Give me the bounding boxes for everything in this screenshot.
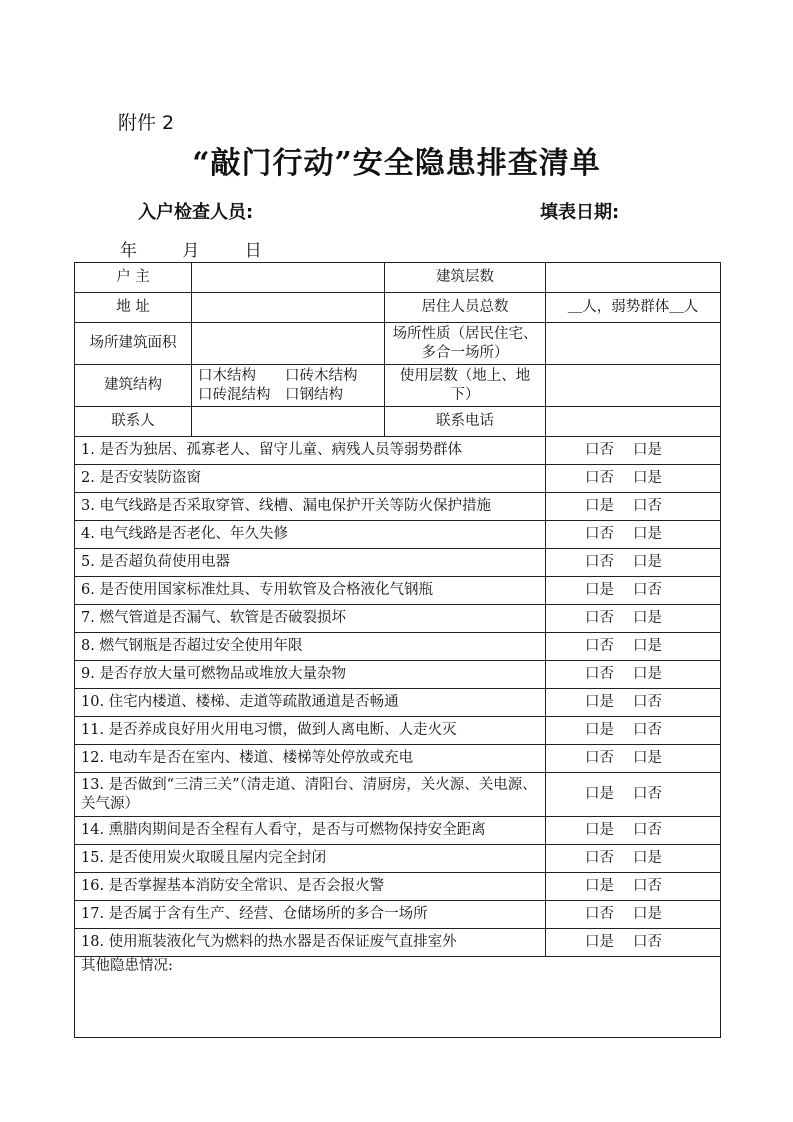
answer-checkbox-2[interactable]: 口否 [633, 582, 662, 598]
phone-field[interactable] [546, 407, 721, 437]
answer-checkbox-1[interactable]: 口是 [585, 582, 614, 598]
answer-checkbox-1[interactable]: 口否 [585, 750, 614, 766]
checklist-answer [546, 633, 721, 661]
checklist-question: 6. 是否使用国家标准灶具、专用软管及合格液化气钢瓶 [75, 577, 546, 605]
checklist-question: 3. 电气线路是否采取穿管、线槽、漏电保护开关等防火保护措施 [75, 493, 546, 521]
fill-date-label: 填表日期: [540, 202, 620, 223]
checklist-question: 4. 电气线路是否老化、年久失修 [75, 521, 546, 549]
checklist-row [75, 437, 721, 465]
answer-checkbox-1[interactable]: 口否 [585, 906, 614, 922]
floors-label: 建筑层数 [385, 263, 546, 293]
checklist-row [75, 577, 721, 605]
checklist-row [75, 549, 721, 577]
use-floors-label: 使用层数（地上、地下） [385, 365, 546, 407]
checklist-row [75, 661, 721, 689]
checklist-row [75, 605, 721, 633]
checklist-question: 13. 是否做到“三清三关”（清走道、清阳台、清厨房，关火源、关电源、关气源） [75, 773, 546, 817]
answer-checkbox-1[interactable]: 口否 [585, 470, 614, 486]
residents-label: 居住人员总数 [385, 293, 546, 323]
checklist-answer [546, 845, 721, 873]
nature-label: 场所性质（居民住宅、多合一场所） [385, 323, 546, 365]
answer-checkbox-2[interactable]: 口是 [633, 442, 662, 458]
checklist-row [75, 745, 721, 773]
other-hazards-field[interactable] [75, 957, 721, 1038]
answer-checkbox-1[interactable]: 口是 [585, 694, 614, 710]
checklist-row [75, 901, 721, 929]
floors-field[interactable] [546, 263, 721, 293]
address-field[interactable] [192, 293, 385, 323]
checklist-answer [546, 901, 721, 929]
answer-checkbox-2[interactable]: 口是 [633, 610, 662, 626]
checklist-answer [546, 817, 721, 845]
answer-checkbox-2[interactable]: 口否 [633, 786, 662, 802]
answer-checkbox-2[interactable]: 口否 [633, 878, 662, 894]
answer-checkbox-2[interactable]: 口否 [633, 694, 662, 710]
checklist-row [75, 817, 721, 845]
answer-checkbox-2[interactable]: 口是 [633, 850, 662, 866]
answer-checkbox-1[interactable]: 口是 [585, 722, 614, 738]
checklist-row [75, 465, 721, 493]
answer-checkbox-1[interactable]: 口否 [585, 526, 614, 542]
nature-field[interactable] [546, 323, 721, 365]
checklist-question: 8. 燃气钢瓶是否超过安全使用年限 [75, 633, 546, 661]
checklist-question: 7. 燃气管道是否漏气、软管是否破裂损坏 [75, 605, 546, 633]
checklist-row [75, 845, 721, 873]
checklist-answer [546, 493, 721, 521]
answer-checkbox-2[interactable]: 口是 [633, 750, 662, 766]
checklist-answer [546, 929, 721, 957]
date-words: 年 月 日 [120, 241, 282, 261]
checklist-question: 14. 熏腊肉期间是否全程有人看守，是否与可燃物保持安全距离 [75, 817, 546, 845]
structure-label: 建筑结构 [75, 365, 192, 407]
checklist-question: 17. 是否属于含有生产、经营、仓储场所的多合一场所 [75, 901, 546, 929]
address-label: 地 址 [75, 293, 192, 323]
structure-option-row-1[interactable]: 口木结构 口砖木结构 [198, 367, 358, 384]
answer-checkbox-1[interactable]: 口是 [585, 498, 614, 514]
checklist-question: 9. 是否存放大量可燃物品或堆放大量杂物 [75, 661, 546, 689]
answer-checkbox-1[interactable]: 口是 [585, 786, 614, 802]
checklist-answer [546, 873, 721, 901]
answer-checkbox-1[interactable]: 口是 [585, 934, 614, 950]
checklist-question: 18. 使用瓶装液化气为燃料的热水器是否保证废气直排室外 [75, 929, 546, 957]
answer-checkbox-1[interactable]: 口否 [585, 610, 614, 626]
checklist-row [75, 521, 721, 549]
inspection-form [74, 262, 721, 1038]
structure-option-row-2[interactable]: 口砖混结构 口钢结构 [198, 386, 343, 403]
checklist-question: 15. 是否使用炭火取暖且屋内完全封闭 [75, 845, 546, 873]
checklist-row [75, 633, 721, 661]
checklist-answer [546, 577, 721, 605]
checklist-row [75, 717, 721, 745]
area-field[interactable] [192, 323, 385, 365]
checklist-answer [546, 605, 721, 633]
householder-field[interactable] [192, 263, 385, 293]
answer-checkbox-1[interactable]: 口否 [585, 442, 614, 458]
checklist-row [75, 689, 721, 717]
householder-label: 户 主 [75, 263, 192, 293]
checklist-question: 5. 是否超负荷使用电器 [75, 549, 546, 577]
checklist-row [75, 773, 721, 817]
answer-checkbox-2[interactable]: 口是 [633, 526, 662, 542]
checklist-answer [546, 717, 721, 745]
checklist-answer [546, 437, 721, 465]
answer-checkbox-2[interactable]: 口是 [633, 470, 662, 486]
answer-checkbox-2[interactable]: 口是 [633, 666, 662, 682]
checklist-row [75, 929, 721, 957]
attachment-label: 附件 2 [118, 112, 175, 134]
residents-field[interactable]: ＿人，弱势群体＿人 [546, 293, 721, 323]
answer-checkbox-2[interactable]: 口否 [633, 934, 662, 950]
answer-checkbox-2[interactable]: 口是 [633, 554, 662, 570]
checklist-row [75, 493, 721, 521]
contact-label: 联系人 [75, 407, 192, 437]
checklist-question: 12. 电动车是否在室内、楼道、楼梯等处停放或充电 [75, 745, 546, 773]
area-label: 场所建筑面积 [75, 323, 192, 365]
answer-checkbox-1[interactable]: 口否 [585, 850, 614, 866]
answer-checkbox-1[interactable]: 口否 [585, 554, 614, 570]
answer-checkbox-2[interactable]: 口否 [633, 822, 662, 838]
contact-field[interactable] [192, 407, 385, 437]
answer-checkbox-1[interactable]: 口否 [585, 638, 614, 654]
answer-checkbox-2[interactable]: 口否 [633, 722, 662, 738]
answer-checkbox-1[interactable]: 口是 [585, 822, 614, 838]
checklist-answer [546, 465, 721, 493]
checklist-answer [546, 773, 721, 817]
answer-checkbox-2[interactable]: 口是 [633, 906, 662, 922]
checklist-answer [546, 661, 721, 689]
checklist-question: 1. 是否为独居、孤寡老人、留守儿童、病残人员等弱势群体 [75, 437, 546, 465]
answer-checkbox-2[interactable]: 口否 [633, 498, 662, 514]
inspector-label: 入户检查人员: [138, 202, 254, 223]
phone-label: 联系电话 [385, 407, 546, 437]
checklist-answer [546, 521, 721, 549]
page-title: “敲门行动”安全隐患排查清单 [192, 146, 601, 181]
structure-options[interactable] [192, 365, 385, 407]
checklist-question: 16. 是否掌握基本消防安全常识、是否会报火警 [75, 873, 546, 901]
answer-checkbox-1[interactable]: 口是 [585, 878, 614, 894]
checklist-question: 10. 住宅内楼道、楼梯、走道等疏散通道是否畅通 [75, 689, 546, 717]
answer-checkbox-2[interactable]: 口是 [633, 638, 662, 654]
checklist-answer [546, 745, 721, 773]
checklist-question: 11. 是否养成良好用火用电习惯，做到人离电断、人走火灭 [75, 717, 546, 745]
answer-checkbox-1[interactable]: 口否 [585, 666, 614, 682]
use-floors-field[interactable] [546, 365, 721, 407]
checklist-answer [546, 689, 721, 717]
checklist-row [75, 873, 721, 901]
checklist-answer [546, 549, 721, 577]
other-hazards-label: 其他隐患情况: [81, 958, 173, 974]
checklist-question: 2. 是否安装防盗窗 [75, 465, 546, 493]
